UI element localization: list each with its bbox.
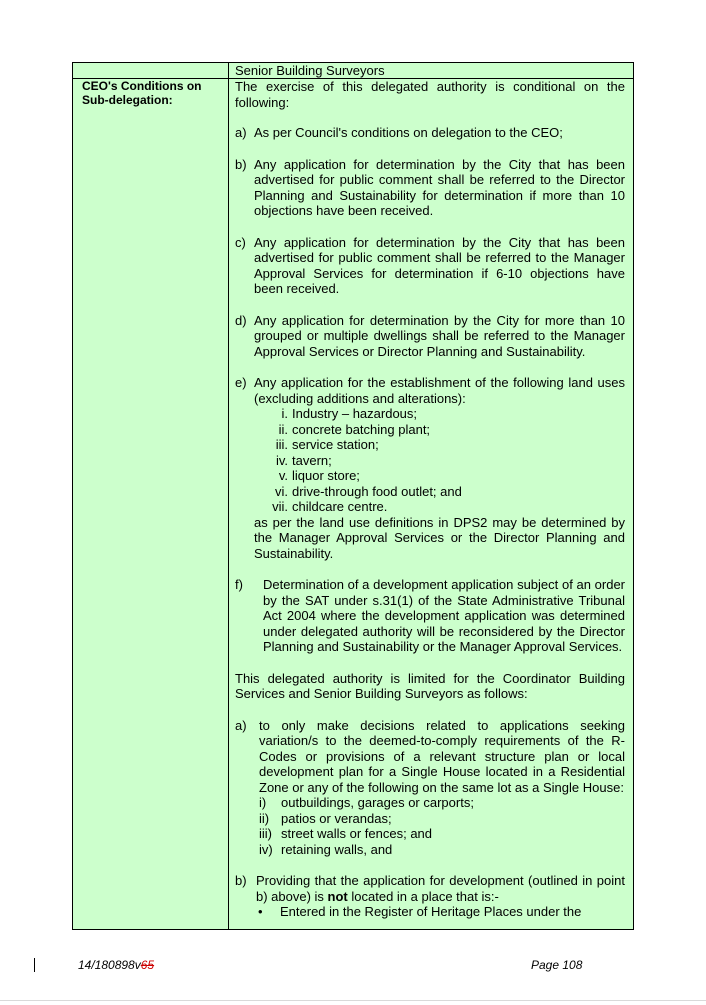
document-reference: 14/180898v65 xyxy=(78,958,155,972)
condition-item-d xyxy=(235,313,625,360)
condition-item-a xyxy=(235,125,625,141)
item-label: b) xyxy=(235,156,247,172)
list-item: iv. tavern; xyxy=(275,452,332,468)
item-e-closing: as per the land use definitions in DPS2 may be determined by the Manager Approval Services or the Director Planning and Sustainability. xyxy=(254,514,625,561)
item-text: Any application for determination by the City that has been advertised for public comment shall be referred to the Manager Approval Services for determination if 6-10 objections have been received. xyxy=(254,234,625,296)
list-item: iv) retaining walls, and xyxy=(259,841,393,857)
item-text: Any application for determination by the City that has been advertised for public comment shall be referred to the Director Planning and Sustainability for determination if more than 10 objections have been received. xyxy=(254,156,625,218)
list-item: i. Industry – hazardous; xyxy=(281,406,418,421)
delegation-table xyxy=(72,62,634,930)
item-text: to only make decisions related to applications seeking variation/s to the deemed-to-comply requirements of the R-Codes or provisions of a relevant structure plan or local development plan for a Single House located in a Residential Zone or any of the following on the same lot as a Single House: xyxy=(259,717,625,795)
item-label: c) xyxy=(235,234,246,250)
list-item: vii. childcare centre. xyxy=(272,499,388,514)
bullet-text: Entered in the Register of Heritage Places under the xyxy=(280,904,582,919)
item-label: a) xyxy=(235,125,247,140)
list-item: ii) patios or verandas; xyxy=(259,810,392,826)
struck-version: 65 xyxy=(140,958,155,972)
item-label: b) xyxy=(235,873,247,888)
item-label: e) xyxy=(235,375,247,390)
item-label: a) xyxy=(235,717,247,733)
list-item: vi. drive-through food outlet; and xyxy=(275,483,462,499)
condition-item-e xyxy=(235,375,625,561)
conditions-cell xyxy=(235,79,625,920)
limit-item-b: b) Providing that the application for development (outlined in point b) above) is not located in a place that is:- • Entered in the Register of Heritage Places under the xyxy=(235,873,625,919)
limit-intro: This delegated authority is limited for the Coordinator Building Services and Senior Building Surveyors as follows: xyxy=(235,670,625,701)
item-label: d) xyxy=(235,312,247,328)
page-number: Page 108 xyxy=(531,958,583,972)
column-divider xyxy=(228,63,229,929)
heritage-bullet xyxy=(256,904,625,920)
item-text: Determination of a development application subject of an order by the SAT under s.31(1) of the State Administrative Tribunal Act 2004 where the development application was determined under delegated authority will be reconsidered by the Director Planning and Sustainability or the Manager Approval Services. xyxy=(263,577,625,654)
row-header: CEO's Conditions on Sub-delegation: xyxy=(82,79,202,107)
list-item: ii. concrete batching plant; xyxy=(278,421,431,437)
bullet-icon: • xyxy=(258,904,263,919)
conditions-intro: The exercise of this delegated authority is conditional on the following: xyxy=(235,79,625,110)
item-label: f) xyxy=(235,577,243,592)
condition-item-f xyxy=(235,577,625,655)
item-text: Any application for determination by the City for more than 10 grouped or multiple dwellings shall be referred to the Manager Approval Services or Director Planning and Sustainability. xyxy=(254,312,625,359)
item-text: As per Council's conditions on delegation to the CEO; xyxy=(254,125,563,140)
limit-item-a xyxy=(235,718,625,858)
emphasis-not: not xyxy=(327,888,348,904)
change-bar xyxy=(34,958,35,972)
land-use-list xyxy=(254,406,625,515)
list-item: iii. service station; xyxy=(275,437,379,452)
list-item: i) outbuildings, garages or carports; xyxy=(259,795,474,810)
list-item: iii) street walls or fences; and xyxy=(259,826,433,841)
condition-item-c xyxy=(235,235,625,297)
top-cell-text: Senior Building Surveyors xyxy=(235,63,385,78)
limit-a-subitems xyxy=(259,795,625,857)
condition-item-b xyxy=(235,157,625,219)
page-bottom-rule xyxy=(0,1000,706,1001)
item-e-intro: Any application for the establishment of the following land uses (excluding additions and alterations): xyxy=(254,375,625,406)
list-item: v. liquor store; xyxy=(278,468,360,483)
